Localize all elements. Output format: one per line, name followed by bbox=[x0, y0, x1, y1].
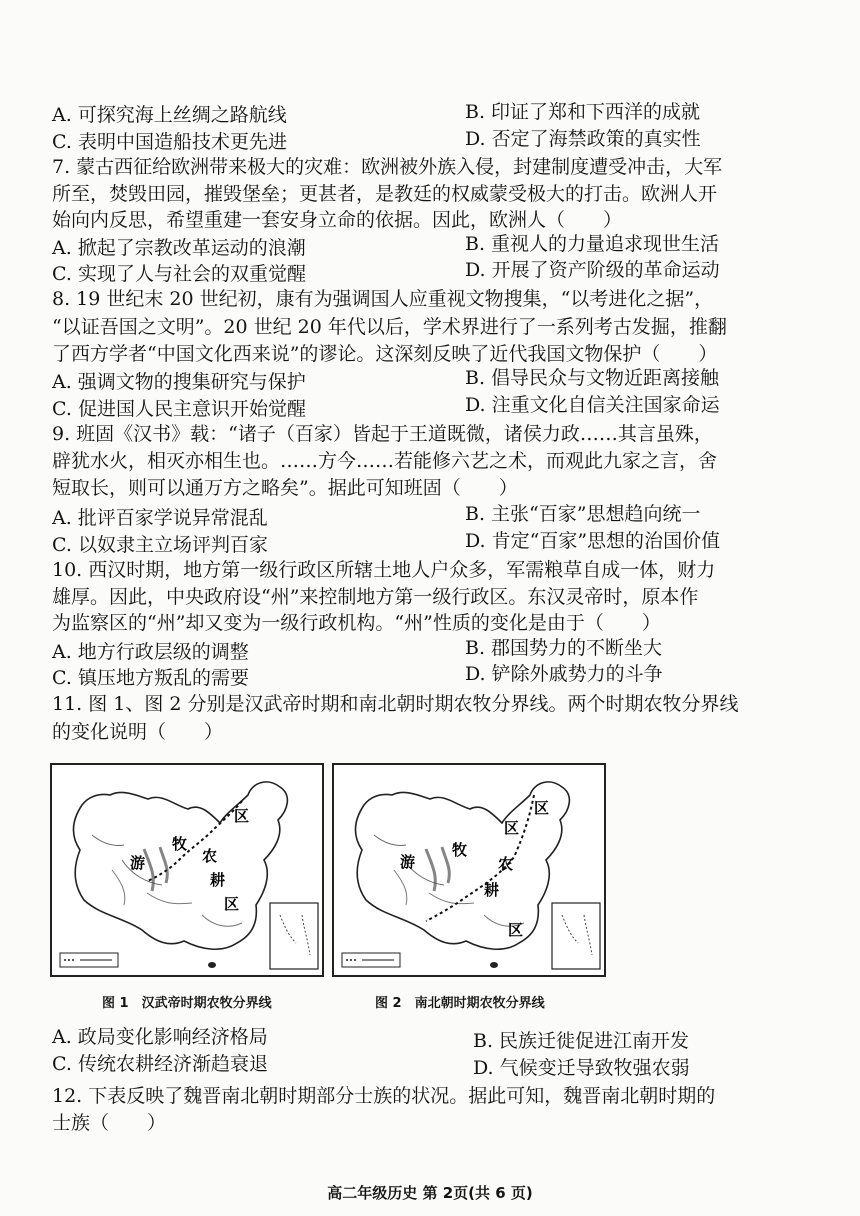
q8-option-b: B. 倡导民众与文物近距离接触 bbox=[465, 367, 720, 389]
q12-stem-line-1: 12. 下表反映了魏晋南北朝时期部分士族的状况。据此可知，魏晋南北朝时期的 bbox=[52, 1085, 716, 1107]
q7-stem-line-3: 始向内反思，希望重建一套安身立命的依据。因此，欧洲人（ ） bbox=[52, 209, 623, 231]
q11-stem-line-2: 的变化说明（ ） bbox=[52, 721, 224, 743]
south-sea-inset bbox=[270, 903, 318, 969]
q8-option-a: A. 强调文物的搜集研究与保护 bbox=[52, 371, 306, 393]
map-2-label-qu: 区 bbox=[508, 921, 524, 939]
south-sea-inset-2 bbox=[552, 903, 600, 969]
map-1-label-you: 游 bbox=[130, 854, 146, 872]
page-footer: 高二年级历史 第 2页(共 6 页) bbox=[327, 1184, 533, 1202]
map-figure-1 bbox=[50, 763, 324, 977]
map-2-label-geng: 耕 bbox=[484, 881, 500, 899]
q10-stem-line-1: 10. 西汉时期，地方第一级行政区所辖土地人户众多，军需粮草自成一体，财力 bbox=[52, 559, 716, 581]
q11-option-b: B. 民族迁徙促进江南开发 bbox=[473, 1030, 690, 1052]
map-1-caption: 图 1 汉武帝时期农牧分界线 bbox=[102, 996, 272, 1011]
map-2-label-qu-upper: 区 bbox=[504, 819, 520, 837]
q8-option-c: C. 促进国人民主意识开始觉醒 bbox=[52, 398, 306, 420]
q9-option-c: C. 以奴隶主立场评判百家 bbox=[52, 534, 268, 556]
map-2-label-nong: 农 bbox=[498, 855, 514, 873]
q7-option-a: A. 掀起了宗教改革运动的浪潮 bbox=[52, 237, 306, 259]
q9-option-d: D. 肯定“百家”思想的治国价值 bbox=[465, 530, 721, 552]
q11-option-a: A. 政局变化影响经济格局 bbox=[52, 1026, 268, 1048]
q9-option-b: B. 主张“百家”思想趋向统一 bbox=[465, 503, 701, 525]
map-1-label-qu-2: 区 bbox=[234, 807, 250, 825]
q10-stem-line-2: 雄厚。因此，中央政府设“州”来控制地方第一级行政区。东汉灵帝时，原本作 bbox=[52, 586, 699, 608]
q7-option-d: D. 开展了资产阶级的革命运动 bbox=[465, 259, 720, 281]
q11-option-d: D. 气候变迁导致牧强农弱 bbox=[473, 1057, 690, 1079]
q9-option-a: A. 批评百家学说异常混乱 bbox=[52, 507, 268, 529]
q9-stem-line-1: 9. 班固《汉书》载：“诸子（百家）皆起于王道既微，诸侯力政……其言虽殊， bbox=[52, 423, 713, 445]
q7-option-b: B. 重视人的力量追求现世生活 bbox=[465, 233, 720, 255]
q10-option-b: B. 郡国势力的不断坐大 bbox=[465, 637, 663, 659]
map-1-graphic bbox=[52, 765, 322, 975]
q12-stem-line-2: 士族（ ） bbox=[52, 1112, 167, 1134]
hainan-shape bbox=[208, 962, 216, 968]
map-1-label-mu: 牧 bbox=[172, 835, 188, 853]
q9-stem-line-2: 辟犹水火，相灭亦相生也。……方今……若能修六艺之术，而观此九家之言，舍 bbox=[52, 450, 718, 472]
q7-stem-line-2: 所至，焚毁田园，摧毁堡垒；更甚者，是教廷的权威蒙受极大的打击。欧洲人开 bbox=[52, 183, 718, 205]
hainan-shape-2 bbox=[490, 962, 498, 968]
q6-option-b: B. 印证了郑和下西洋的成就 bbox=[465, 101, 701, 123]
map-1-label-qu-1: 区 bbox=[224, 895, 240, 913]
map-1-label-nong: 农 bbox=[202, 847, 218, 865]
q8-option-d: D. 注重文化自信关注国家命运 bbox=[465, 394, 720, 416]
map-2-caption: 图 2 南北朝时期农牧分界线 bbox=[375, 996, 545, 1011]
q7-stem-line-1: 7. 蒙古西征给欧洲带来极大的灾难：欧洲被外族入侵，封建制度遭受冲击，大军 bbox=[52, 156, 723, 178]
q7-option-c: C. 实现了人与社会的双重觉醒 bbox=[52, 263, 306, 285]
q10-option-d: D. 铲除外戚势力的斗争 bbox=[465, 663, 663, 685]
q6-option-c: C. 表明中国造船技术更先进 bbox=[52, 131, 287, 153]
q11-stem-line-1: 11. 图 1、图 2 分别是汉武帝时期和南北朝时期农牧分界线。两个时期农牧分界线 bbox=[52, 693, 739, 715]
map-figure-2 bbox=[332, 763, 606, 977]
q9-stem-line-3: 短取长，则可以通万方之略矣”。据此可知班固（ ） bbox=[52, 477, 518, 499]
q8-stem-line-2: “以证吾国之文明”。20 世纪 20 年代以后，学术界进行了一系列考古发掘，推翻 bbox=[52, 316, 727, 338]
q10-stem-line-3: 为监察区的“州”却又变为一级行政机构。“州”性质的变化是由于（ ） bbox=[52, 612, 661, 634]
q6-option-d: D. 否定了海禁政策的真实性 bbox=[465, 128, 701, 150]
map-1-label-geng: 耕 bbox=[210, 871, 226, 889]
map-2-label-qu-top: 区 bbox=[534, 799, 550, 817]
map-2-label-mu: 牧 bbox=[452, 841, 468, 859]
q11-option-c: C. 传统农耕经济渐趋衰退 bbox=[52, 1053, 268, 1075]
q10-option-a: A. 地方行政层级的调整 bbox=[52, 641, 249, 663]
q10-option-c: C. 镇压地方叛乱的需要 bbox=[52, 667, 249, 689]
q8-stem-line-1: 8. 19 世纪末 20 世纪初，康有为强调国人应重视文物搜集，“以考进化之据”， bbox=[52, 288, 714, 310]
q6-option-a: A. 可探究海上丝绸之路航线 bbox=[52, 104, 287, 126]
map-2-label-you: 游 bbox=[400, 853, 416, 871]
q8-stem-line-3: 了西方学者“中国文化西来说”的谬论。这深刻反映了近代我国文物保护（ ） bbox=[52, 343, 718, 365]
map-2-graphic bbox=[334, 765, 604, 975]
